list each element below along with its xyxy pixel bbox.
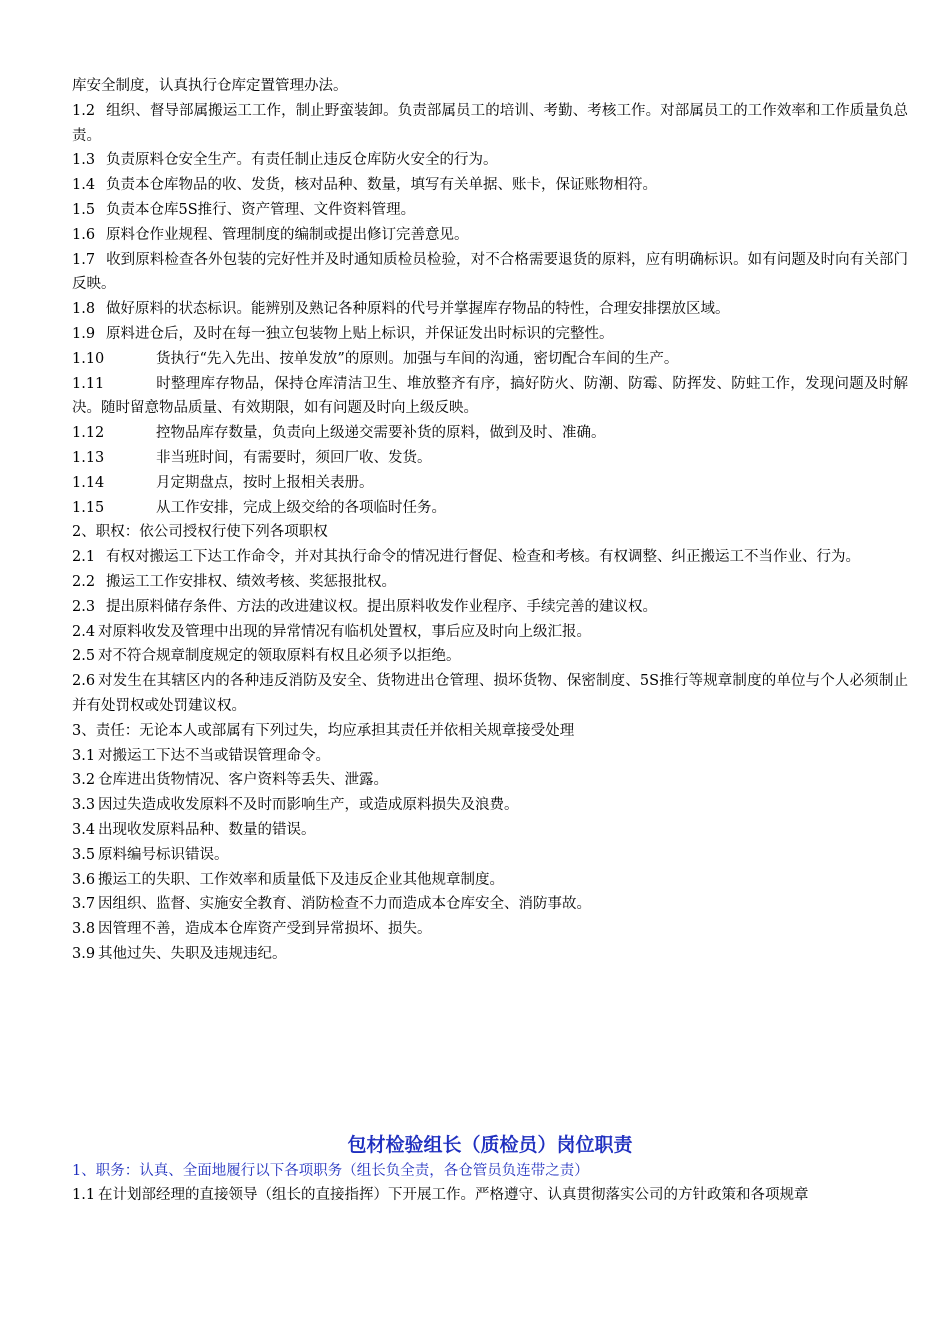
item-number: 1.14: [72, 474, 105, 491]
duties-list: [72, 99, 908, 347]
item-text: 原料进仓后，及时在每一独立包装物上贴上标识，并保证发出时标识的完整性。: [106, 325, 614, 342]
list-item: [72, 644, 908, 669]
list-item: [72, 421, 908, 446]
item-text: 原料仓作业规程、管理制度的编制或提出修订完善意见。: [106, 226, 469, 243]
item-number: 3.2: [72, 772, 96, 789]
item-number: 2.5: [72, 648, 96, 665]
powers-heading: 2、职权：依公司授权行使下列各项职权: [72, 524, 328, 541]
list-item: [72, 942, 908, 967]
item-text: 提出原料储存条件、方法的改进建议权。提出原料收发作业程序、手续完善的建议权。: [106, 598, 657, 615]
item-number: 3.5: [72, 846, 96, 863]
item-number: 1.4: [72, 177, 96, 194]
item-text: 组织、督导部属搬运工工作，制止野蛮装卸。负责部属员工的培训、考勤、考核工作。对部属员工的工作效率和工作质量负总责。: [72, 102, 908, 144]
responsibilities-heading: 3、责任：无论本人或部属有下列过失，均应承担其责任并依相关规章接受处理: [72, 722, 575, 739]
item-text: 月定期盘点，按时上报相关表册。: [156, 474, 374, 491]
item-number: 2.4: [72, 623, 96, 640]
list-item: [72, 868, 908, 893]
section2-heading: 1、职务：认真、全面地履行以下各项职务（组长负全责，各仓管员负连带之责）: [72, 1162, 589, 1179]
list-item: [72, 917, 908, 942]
item-number: 2.1: [72, 549, 96, 566]
item-number: 1.5: [72, 201, 96, 218]
section2-first-item: [72, 1183, 908, 1208]
item-text: 做好原料的状态标识。能辨别及熟记各种原料的代号并掌握库存物品的特性，合理安排摆放区域。: [106, 301, 730, 318]
list-item: [72, 669, 908, 719]
item-text: 在计划部经理的直接领导（组长的直接指挥）下开展工作。严格遵守、认真贯彻落实公司的方针政策和各项规章: [98, 1187, 809, 1204]
item-text: 出现收发原料品种、数量的错误。: [98, 821, 316, 838]
list-item: [72, 173, 908, 198]
item-text: 因管理不善，造成本仓库资产受到异常损坏、损失。: [98, 921, 432, 938]
list-item: [72, 148, 908, 173]
item-number: 1.10: [72, 350, 105, 367]
item-text: 负责本仓库5S推行、资产管理、文件资料管理。: [106, 201, 416, 218]
item-text: 非当班时间，有需要时，须回厂收、发货。: [156, 449, 432, 466]
list-item: [72, 545, 908, 570]
responsibilities-list: [72, 744, 908, 967]
item-text: 搬运工的失职、工作效率和质量低下及违反企业其他规章制度。: [98, 871, 504, 888]
item-number: 1.13: [72, 449, 105, 466]
item-text: 搬运工工作安排权、绩效考核、奖惩报批权。: [106, 573, 396, 590]
list-item: [72, 744, 908, 769]
list-item: [72, 570, 908, 595]
item-number: 1.3: [72, 152, 96, 169]
list-item: [72, 496, 908, 521]
list-item: [72, 198, 908, 223]
item-text: 对不符合规章制度规定的领取原料有权且必须予以拒绝。: [98, 648, 461, 665]
item-text: 收到原料检查各外包装的完好性并及时通知质检员检验，对不合格需要退货的原料，应有明确标识。如有问题及时向有关部门反映。: [72, 251, 908, 293]
list-item: [72, 768, 908, 793]
item-text: 因过失造成收发原料不及时而影响生产，或造成原料损失及浪费。: [98, 797, 519, 814]
item-number: 1.15: [72, 499, 105, 516]
list-item: [72, 446, 908, 471]
list-item: [72, 99, 908, 149]
item-text: 对搬运工下达不当或错误管理命令。: [98, 747, 330, 764]
item-text: 负责原料仓安全生产。有责任制止违反仓库防火安全的行为。: [106, 152, 498, 169]
item-number: 3.7: [72, 896, 96, 913]
item-number: 1.9: [72, 325, 96, 342]
item-number: 1.8: [72, 301, 96, 318]
item-number: 3.9: [72, 945, 96, 962]
document-page: [72, 74, 908, 1208]
item-number: 2.3: [72, 598, 96, 615]
page-gap: [72, 967, 908, 1127]
list-item: [72, 843, 908, 868]
item-number: 2.6: [72, 673, 96, 690]
item-number: 3.8: [72, 921, 96, 938]
item-number: 1.2: [72, 102, 96, 119]
list-item: [72, 297, 908, 322]
item-number: 3.3: [72, 797, 96, 814]
list-item: [72, 620, 908, 645]
list-item: [72, 322, 908, 347]
intro-line: 库安全制度，认真执行仓库定置管理办法。: [72, 78, 348, 94]
list-item: [72, 595, 908, 620]
item-text: 时整理库存物品，保持仓库清洁卫生、堆放整齐有序，搞好防火、防潮、防霉、防挥发、防蛀工作，发现问题及时解决。随时留意物品质量、有效期限，如有问题及时向上级反映。: [72, 375, 908, 417]
item-number: 3.6: [72, 871, 96, 888]
item-number: 1.12: [72, 425, 105, 442]
item-text: 负责本仓库物品的收、发货，核对品种、数量，填写有关单据、账卡，保证账物相符。: [106, 177, 657, 194]
item-text: 仓库进出货物情况、客户资料等丢失、泄露。: [98, 772, 388, 789]
list-item: [72, 892, 908, 917]
item-text: 控物品库存数量，负责向上级递交需要补货的原料，做到及时、准确。: [156, 425, 606, 442]
list-item: [72, 347, 908, 372]
list-item: [72, 793, 908, 818]
list-item: [72, 818, 908, 843]
item-number: 1.11: [72, 375, 105, 392]
item-text: 其他过失、失职及违规违纪。: [98, 945, 287, 962]
item-text: 对发生在其辖区内的各种违反消防及安全、货物进出仓管理、损坏货物、保密制度、5S推行等规章制度的单位与个人必须制止并有处罚权或处罚建议权。: [72, 673, 908, 714]
item-number: 3.1: [72, 747, 96, 764]
list-item: [72, 372, 908, 422]
item-number: 1.6: [72, 226, 96, 243]
item-text: 有权对搬运工下达工作命令，并对其执行命令的情况进行督促、检查和考核。有权调整、纠正搬运工不当作业、行为。: [106, 549, 860, 566]
item-number: 3.4: [72, 821, 96, 838]
item-number: 1.7: [72, 251, 96, 268]
list-item: [72, 223, 908, 248]
section2-title: 包材检验组长（质检员）岗位职责: [347, 1133, 633, 1156]
list-item: [72, 248, 908, 298]
list-item: [72, 471, 908, 496]
item-text: 对原料收发及管理中出现的异常情况有临机处置权，事后应及时向上级汇报。: [98, 623, 591, 640]
item-text: 因组织、监督、实施安全教育、消防检查不力而造成本仓库安全、消防事故。: [98, 896, 591, 913]
item-number: 2.2: [72, 573, 96, 590]
powers-list-narrow: [72, 620, 908, 719]
duties-list-wide: [72, 347, 908, 521]
powers-list: [72, 545, 908, 619]
item-text: 原料编号标识错误。: [98, 846, 229, 863]
item-text: 从工作安排，完成上级交给的各项临时任务。: [156, 499, 446, 516]
item-number: 1.1: [72, 1187, 96, 1204]
item-text: 货执行“先入先出、按单发放”的原则。加强与车间的沟通，密切配合车间的生产。: [156, 350, 679, 367]
